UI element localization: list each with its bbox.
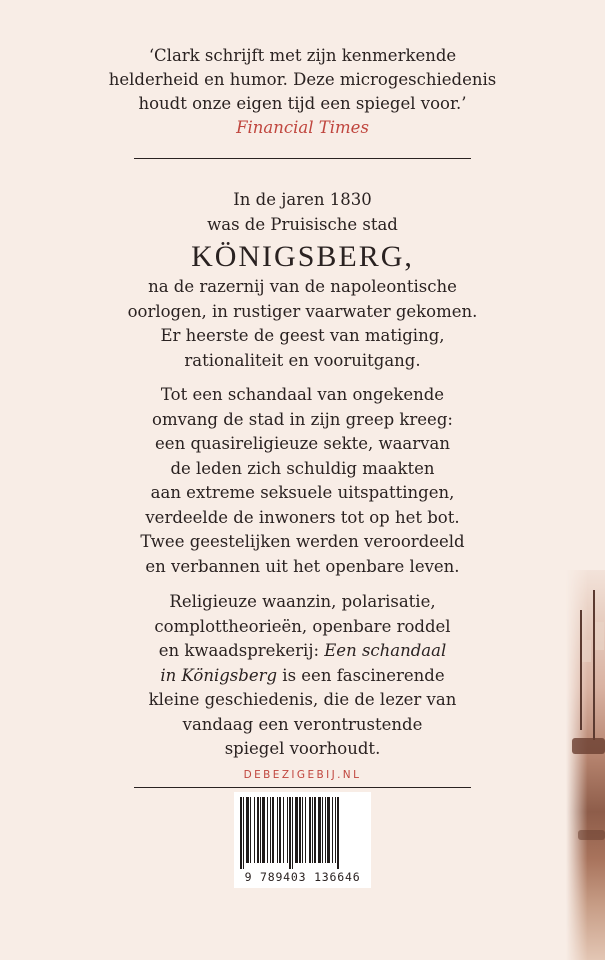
barcode-bar [322, 797, 323, 863]
text-line: rationaliteit en vooruitgang. [184, 350, 421, 370]
quote-line: ‘Clark schrijft met zijn kenmerkende [148, 46, 457, 65]
intro-paragraph [0, 188, 605, 373]
text-line: complottheorieën, openbare roddel [154, 616, 451, 636]
quote-line: helderheid en humor. Deze microgeschiedenis [108, 70, 497, 89]
text-line: omvang de stad in zijn greep kreeg: [152, 409, 453, 429]
barcode-bar [314, 797, 316, 863]
barcode-bar [302, 797, 303, 863]
barcode-bar [272, 797, 274, 863]
quote-line: houdt onze eigen tijd een spiegel voor.’ [138, 94, 467, 113]
text-line [0, 639, 605, 664]
text-line: een quasireligieuze sekte, waarvan [155, 434, 450, 453]
barcode-bar [335, 797, 336, 863]
barcode-bar [305, 797, 306, 863]
text-line: Tot een schandaal van ongekende [160, 385, 445, 404]
text-line: verdeelde de inwoners tot op het bot. [145, 507, 460, 527]
barcode-bar [327, 797, 330, 863]
text-line [0, 664, 605, 689]
barcode-bar [295, 797, 298, 863]
scandal-paragraph [0, 383, 605, 579]
text-line: en verbannen uit het openbare leven. [145, 556, 460, 576]
quote-source: Financial Times [236, 118, 369, 137]
barcode-bar [254, 797, 255, 863]
text-line: In de jaren 1830 [233, 190, 372, 209]
barcode-bar [332, 797, 333, 863]
text-fragment: is een fascinerende [277, 665, 445, 685]
text-line: was de Pruisische stad [207, 214, 398, 234]
text-line: oorlogen, in rustiger vaarwater gekomen. [127, 301, 478, 321]
barcode-bar [318, 797, 321, 863]
barcode-bar [279, 797, 281, 863]
divider-top [134, 158, 471, 159]
isbn-barcode [234, 792, 371, 888]
divider-bottom [134, 787, 471, 788]
barcode-bar [240, 797, 242, 869]
barcode-bar [250, 797, 251, 863]
text-line: Religieuze waanzin, polarisatie, [169, 592, 436, 611]
barcode-bar [325, 797, 326, 863]
text-line: spiegel voorhoudt. [224, 739, 381, 758]
barcode-bars [240, 797, 365, 869]
book-title-italic: in Königsberg [160, 665, 278, 685]
barcode-bar [337, 797, 339, 869]
barcode-bar [267, 797, 268, 863]
text-line: kleine geschiedenis, die de lezer van [148, 690, 457, 709]
barcode-bar [243, 797, 244, 869]
text-line: na de razernij van de napoleontische [148, 277, 457, 296]
text-line: Er heerste de geest van matiging, [160, 326, 445, 345]
barcode-bar [292, 797, 293, 869]
barcode-bar [246, 797, 249, 863]
barcode-bar [299, 797, 301, 863]
barcode-bar [309, 797, 311, 863]
city-name-heading: KÖNIGSBERG, [191, 240, 414, 273]
isbn-number: 9 789403 136646 [244, 870, 361, 884]
barcode-bar [283, 797, 284, 863]
barcode-bar [289, 797, 291, 869]
barcode-bar [257, 797, 259, 863]
barcode-bar [277, 797, 278, 863]
barcode-bar [312, 797, 313, 863]
publisher-website: DEBEZIGEBIJ.NL [243, 769, 362, 781]
book-title-italic: Een schandaal [324, 641, 447, 660]
text-line: aan extreme seksuele uitspattingen, [150, 483, 455, 502]
barcode-bar [260, 797, 261, 863]
text-fragment: en kwaadsprekerij: [158, 641, 325, 660]
barcode-bar [270, 797, 271, 863]
review-quote [0, 44, 605, 140]
text-line: de leden zich schuldig maakten [170, 458, 435, 478]
rowing-boat [578, 830, 605, 840]
barcode-bar [262, 797, 265, 863]
barcode-bar [287, 797, 288, 863]
closing-paragraph [0, 590, 605, 762]
text-line: Twee geestelijken werden veroordeeld [140, 532, 465, 551]
text-line: vandaag een verontrustende [182, 714, 423, 734]
